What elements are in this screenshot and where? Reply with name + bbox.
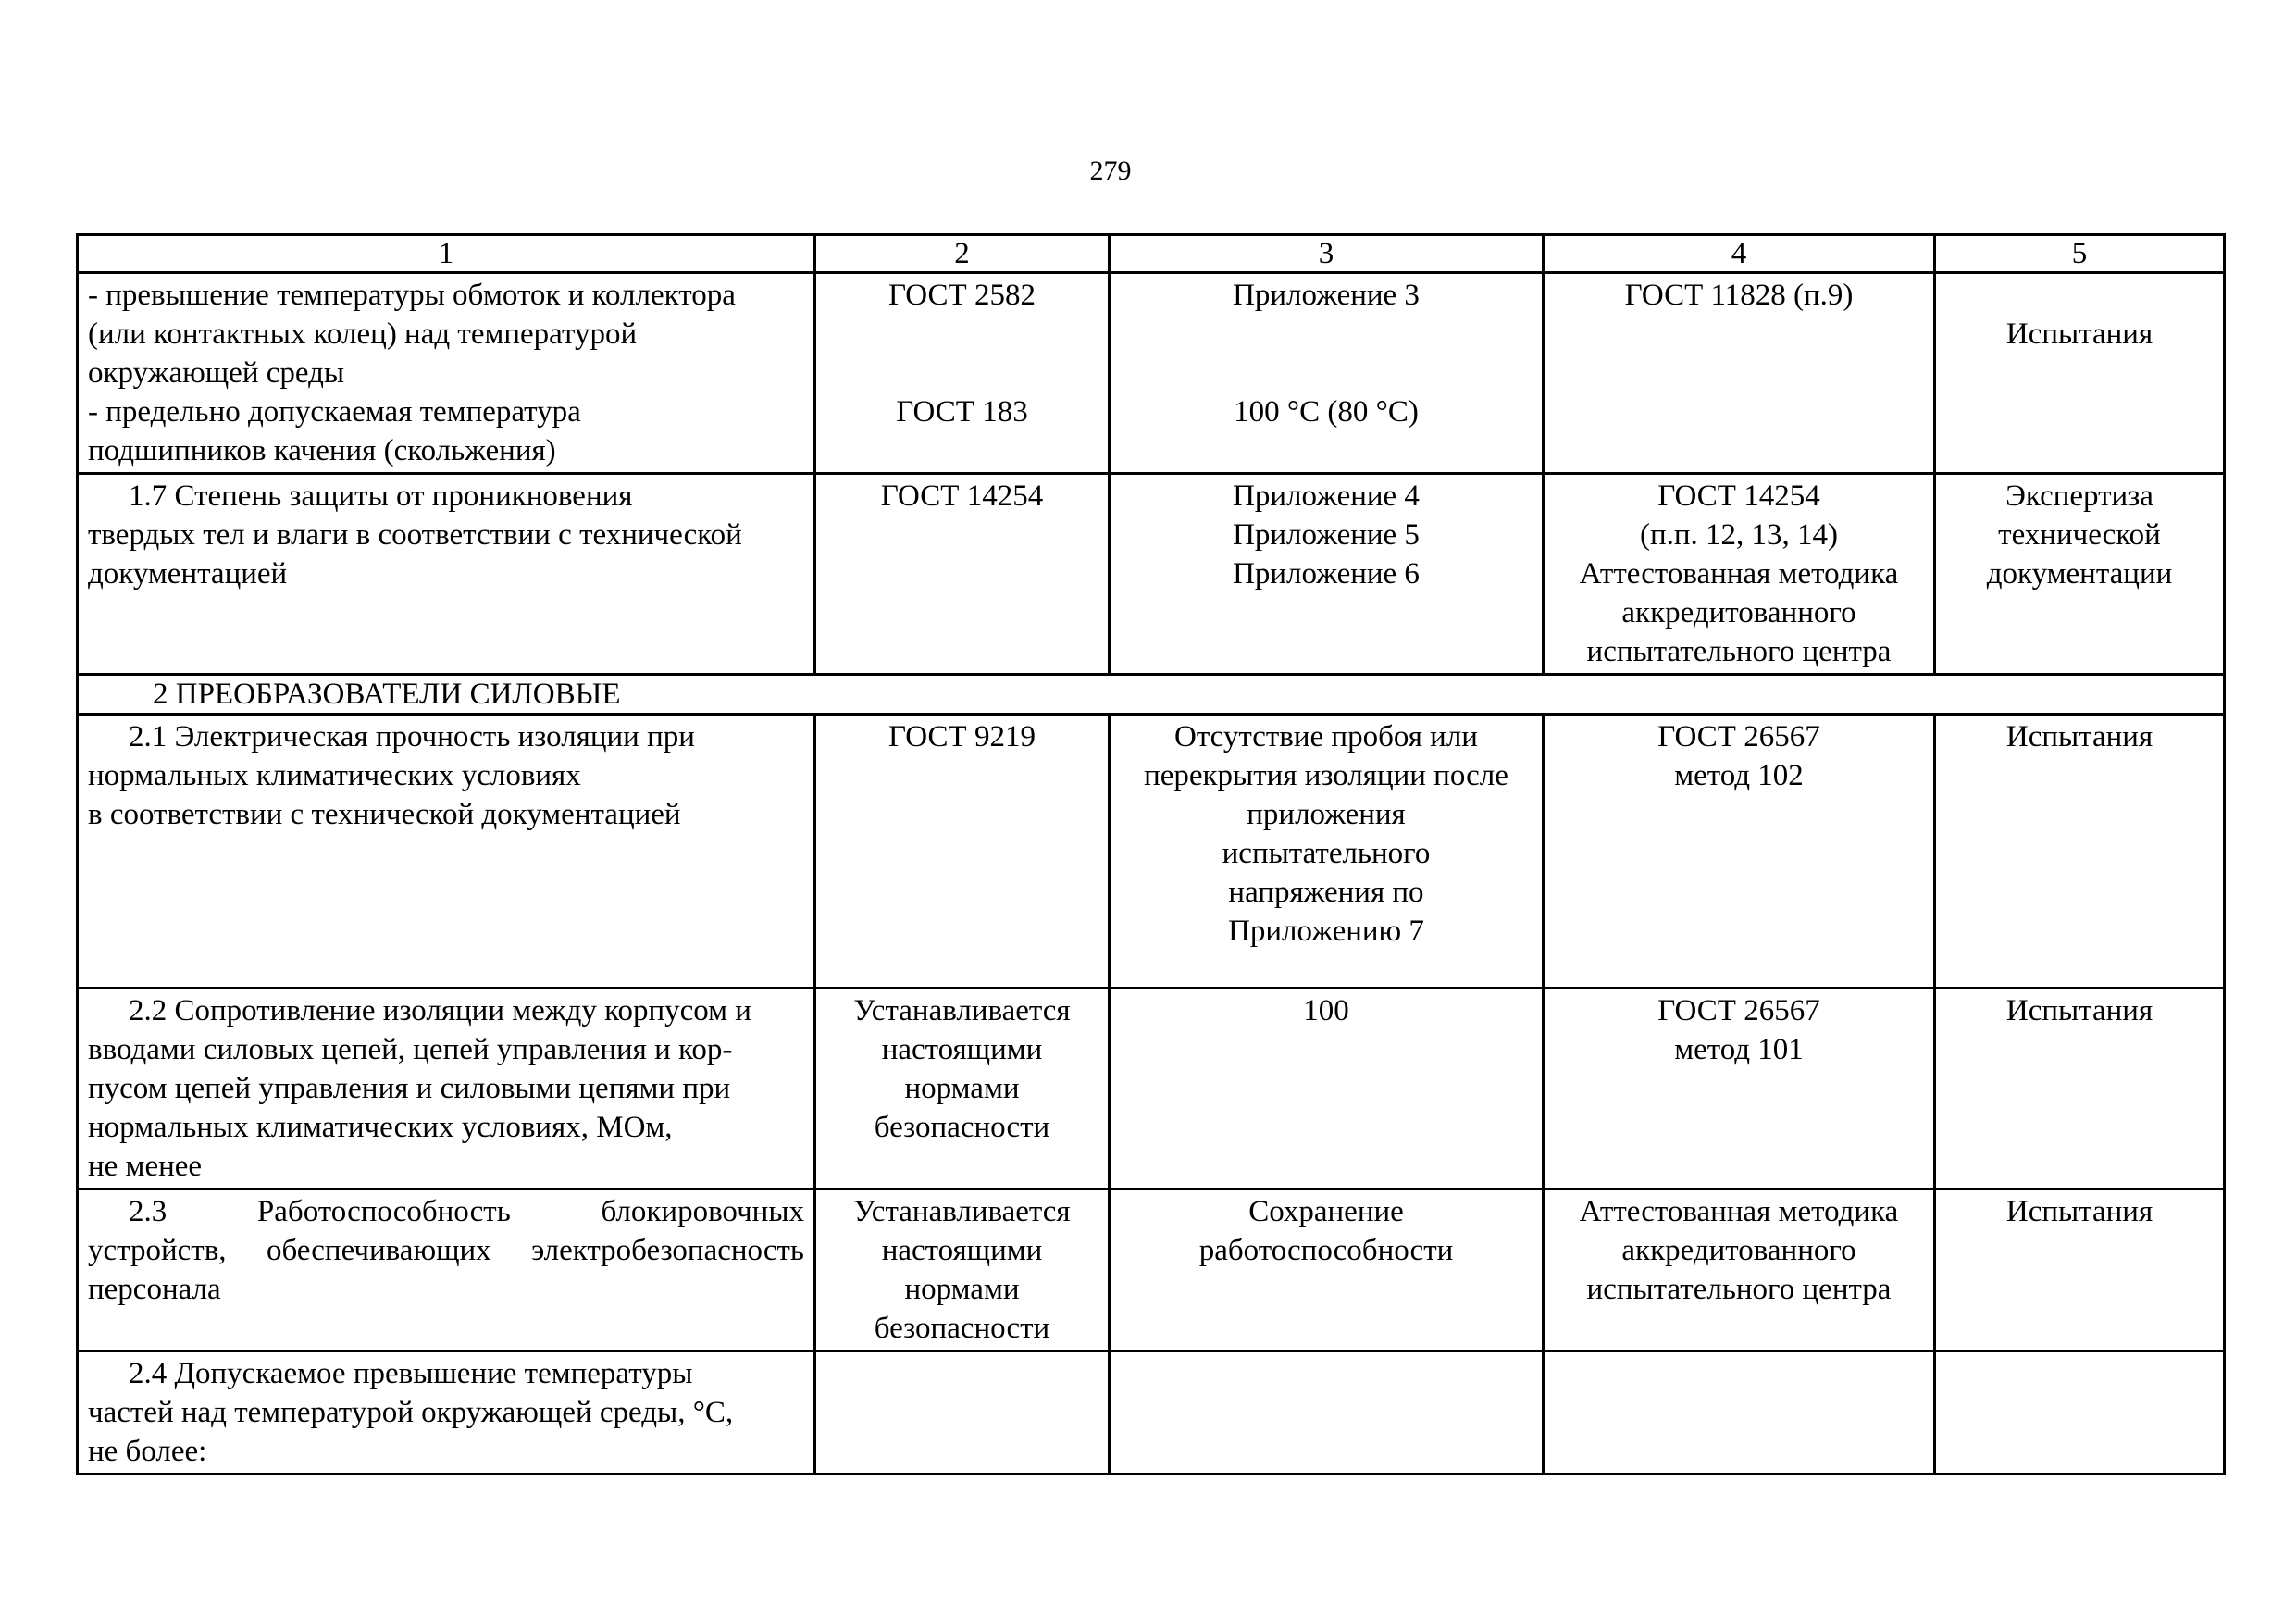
cell-line: не более:	[88, 1435, 207, 1468]
cell-line: безопасности	[874, 1111, 1050, 1144]
cell-line: метод 101	[1674, 1033, 1804, 1066]
cell-word: 2.3	[129, 1195, 168, 1228]
cell-line: Устанавливается	[853, 994, 1071, 1027]
cell-line: не менее	[88, 1150, 203, 1183]
standard-cell	[815, 1189, 1110, 1351]
cell-line: подшипников качения (скольжения)	[88, 434, 556, 467]
cell-line: 1.7 Степень защиты от проникновения	[129, 479, 633, 513]
norm-value-cell	[1110, 273, 1544, 474]
cell-line-justified	[88, 1231, 804, 1270]
column-header: 1	[78, 235, 815, 273]
standard-cell	[815, 1351, 1110, 1475]
cell-line: 100	[1303, 994, 1349, 1027]
cell-line: работоспособности	[1198, 1234, 1454, 1267]
cell-line: - превышение температуры обмоток и коллектора	[88, 279, 736, 312]
requirements-table	[76, 233, 2226, 1475]
cell-line: Приложение 6	[1233, 557, 1420, 591]
cell-line: ГОСТ 183	[896, 395, 1028, 429]
characteristic-cell	[78, 989, 815, 1189]
standard-cell	[815, 989, 1110, 1189]
cell-line: ГОСТ 9219	[888, 720, 1036, 753]
cell-line: вводами силовых цепей, цепей управления и кор-	[88, 1033, 733, 1066]
cell-line: напряжения по	[1228, 876, 1424, 909]
column-header: 3	[1110, 235, 1544, 273]
cell-line: 2.2 Сопротивление изоляции между корпусом и	[129, 994, 751, 1027]
cell-line: нормальных климатических условиях	[88, 759, 581, 792]
cell-line: Сохранение	[1248, 1195, 1404, 1228]
characteristic-cell	[78, 1351, 815, 1475]
confirmation-cell	[1935, 1351, 2225, 1475]
test-method-cell	[1544, 989, 1935, 1189]
cell-line: испытательного	[1222, 837, 1431, 870]
cell-line: метод 102	[1674, 759, 1804, 792]
cell-line: - предельно допускаемая температура	[88, 395, 581, 429]
cell-line: 2.1 Электрическая прочность изоляции при	[129, 720, 695, 753]
confirmation-cell	[1935, 1189, 2225, 1351]
norm-value-cell	[1110, 715, 1544, 989]
cell-line: нормами	[904, 1072, 1020, 1105]
section-row	[78, 675, 2225, 715]
cell-line: настоящими	[881, 1234, 1043, 1267]
norm-value-cell	[1110, 1351, 1544, 1475]
table-header-row	[78, 235, 2225, 273]
standard-cell	[815, 273, 1110, 474]
cell-line: испытательного центра	[1586, 635, 1892, 668]
column-header: 2	[815, 235, 1110, 273]
confirmation-cell	[1935, 474, 2225, 675]
characteristic-cell	[78, 273, 815, 474]
test-method-cell	[1544, 273, 1935, 474]
cell-line: частей над температурой окружающей среды, °С,	[88, 1396, 734, 1429]
cell-line: Приложение 5	[1233, 518, 1420, 552]
cell-line: ГОСТ 14254	[1657, 479, 1820, 513]
cell-line: Испытания	[2005, 994, 2153, 1027]
cell-line: ГОСТ 11828 (п.9)	[1624, 279, 1854, 312]
cell-line: ГОСТ 26567	[1657, 720, 1820, 753]
table-row	[78, 989, 2225, 1189]
cell-line: 2.4 Допускаемое превышение температуры	[129, 1357, 693, 1390]
test-method-cell	[1544, 1189, 1935, 1351]
cell-line: в соответствии с технической документацией	[88, 798, 681, 831]
cell-line: Испытания	[2005, 1195, 2153, 1228]
cell-line: безопасности	[874, 1312, 1050, 1345]
characteristic-cell	[78, 715, 815, 989]
cell-line: Устанавливается	[853, 1195, 1071, 1228]
cell-line: пусом цепей управления и силовыми цепями при	[88, 1072, 731, 1105]
cell-line: твердых тел и влаги в соответствии с технической	[88, 518, 742, 552]
norm-value-cell	[1110, 989, 1544, 1189]
cell-line: Аттестованная методика	[1579, 1195, 1899, 1228]
cell-line: аккредитованного	[1621, 596, 1856, 629]
cell-line: нормальных климатических условиях, МОм,	[88, 1111, 673, 1144]
table-row	[78, 715, 2225, 989]
cell-word: обеспечивающих	[266, 1234, 491, 1267]
norm-value-cell	[1110, 474, 1544, 675]
cell-line: окружающей среды	[88, 356, 345, 390]
test-method-cell	[1544, 715, 1935, 989]
cell-line: технической	[1998, 518, 2161, 552]
column-header: 4	[1544, 235, 1935, 273]
cell-word: блокировочных	[601, 1195, 804, 1228]
cell-line: Испытания	[2005, 720, 2153, 753]
confirmation-cell	[1935, 715, 2225, 989]
cell-line: Отсутствие пробоя или	[1174, 720, 1478, 753]
cell-word: электробезопасность	[531, 1234, 804, 1267]
cell-line: документации	[1986, 557, 2173, 591]
norm-value-cell	[1110, 1189, 1544, 1351]
cell-line: (или контактных колец) над температурой	[88, 317, 638, 351]
page-number: 279	[1089, 156, 1132, 186]
cell-line: Приложение 3	[1233, 279, 1420, 312]
column-header: 5	[1935, 235, 2225, 273]
characteristic-cell	[78, 474, 815, 675]
cell-line-justified	[88, 1192, 804, 1231]
cell-line: аккредитованного	[1621, 1234, 1856, 1267]
standard-cell	[815, 474, 1110, 675]
cell-line: (п.п. 12, 13, 14)	[1639, 518, 1839, 552]
table-row	[78, 1351, 2225, 1475]
cell-line: настоящими	[881, 1033, 1043, 1066]
cell-line: документацией	[88, 557, 288, 591]
cell-line: Приложение 4	[1233, 479, 1420, 513]
cell-line: перекрытия изоляции после	[1144, 759, 1508, 792]
cell-word: устройств,	[88, 1234, 227, 1267]
test-method-cell	[1544, 474, 1935, 675]
characteristic-cell	[78, 1189, 815, 1351]
cell-line: ГОСТ 26567	[1657, 994, 1820, 1027]
cell-word: Работоспособность	[256, 1195, 511, 1228]
table-row	[78, 273, 2225, 474]
table-row	[78, 1189, 2225, 1351]
cell-line: приложения	[1247, 798, 1406, 831]
cell-line: ГОСТ 14254	[880, 479, 1044, 513]
standard-cell	[815, 715, 1110, 989]
table-row	[78, 474, 2225, 675]
cell-line: Приложению 7	[1228, 915, 1424, 948]
cell-line: испытательного центра	[1586, 1273, 1892, 1306]
cell-line: нормами	[904, 1273, 1020, 1306]
cell-line: Аттестованная методика	[1579, 557, 1899, 591]
cell-line: Испытания	[2005, 317, 2153, 351]
test-method-cell	[1544, 1351, 1935, 1475]
confirmation-cell	[1935, 989, 2225, 1189]
cell-line: Экспертиза	[2005, 479, 2153, 513]
cell-line: 100 °С (80 °С)	[1234, 395, 1419, 429]
confirmation-cell	[1935, 273, 2225, 474]
cell-line: персонала	[88, 1273, 221, 1306]
cell-line: ГОСТ 2582	[888, 279, 1036, 312]
section-title: 2 ПРЕОБРАЗОВАТЕЛИ СИЛОВЫЕ	[78, 675, 2225, 715]
